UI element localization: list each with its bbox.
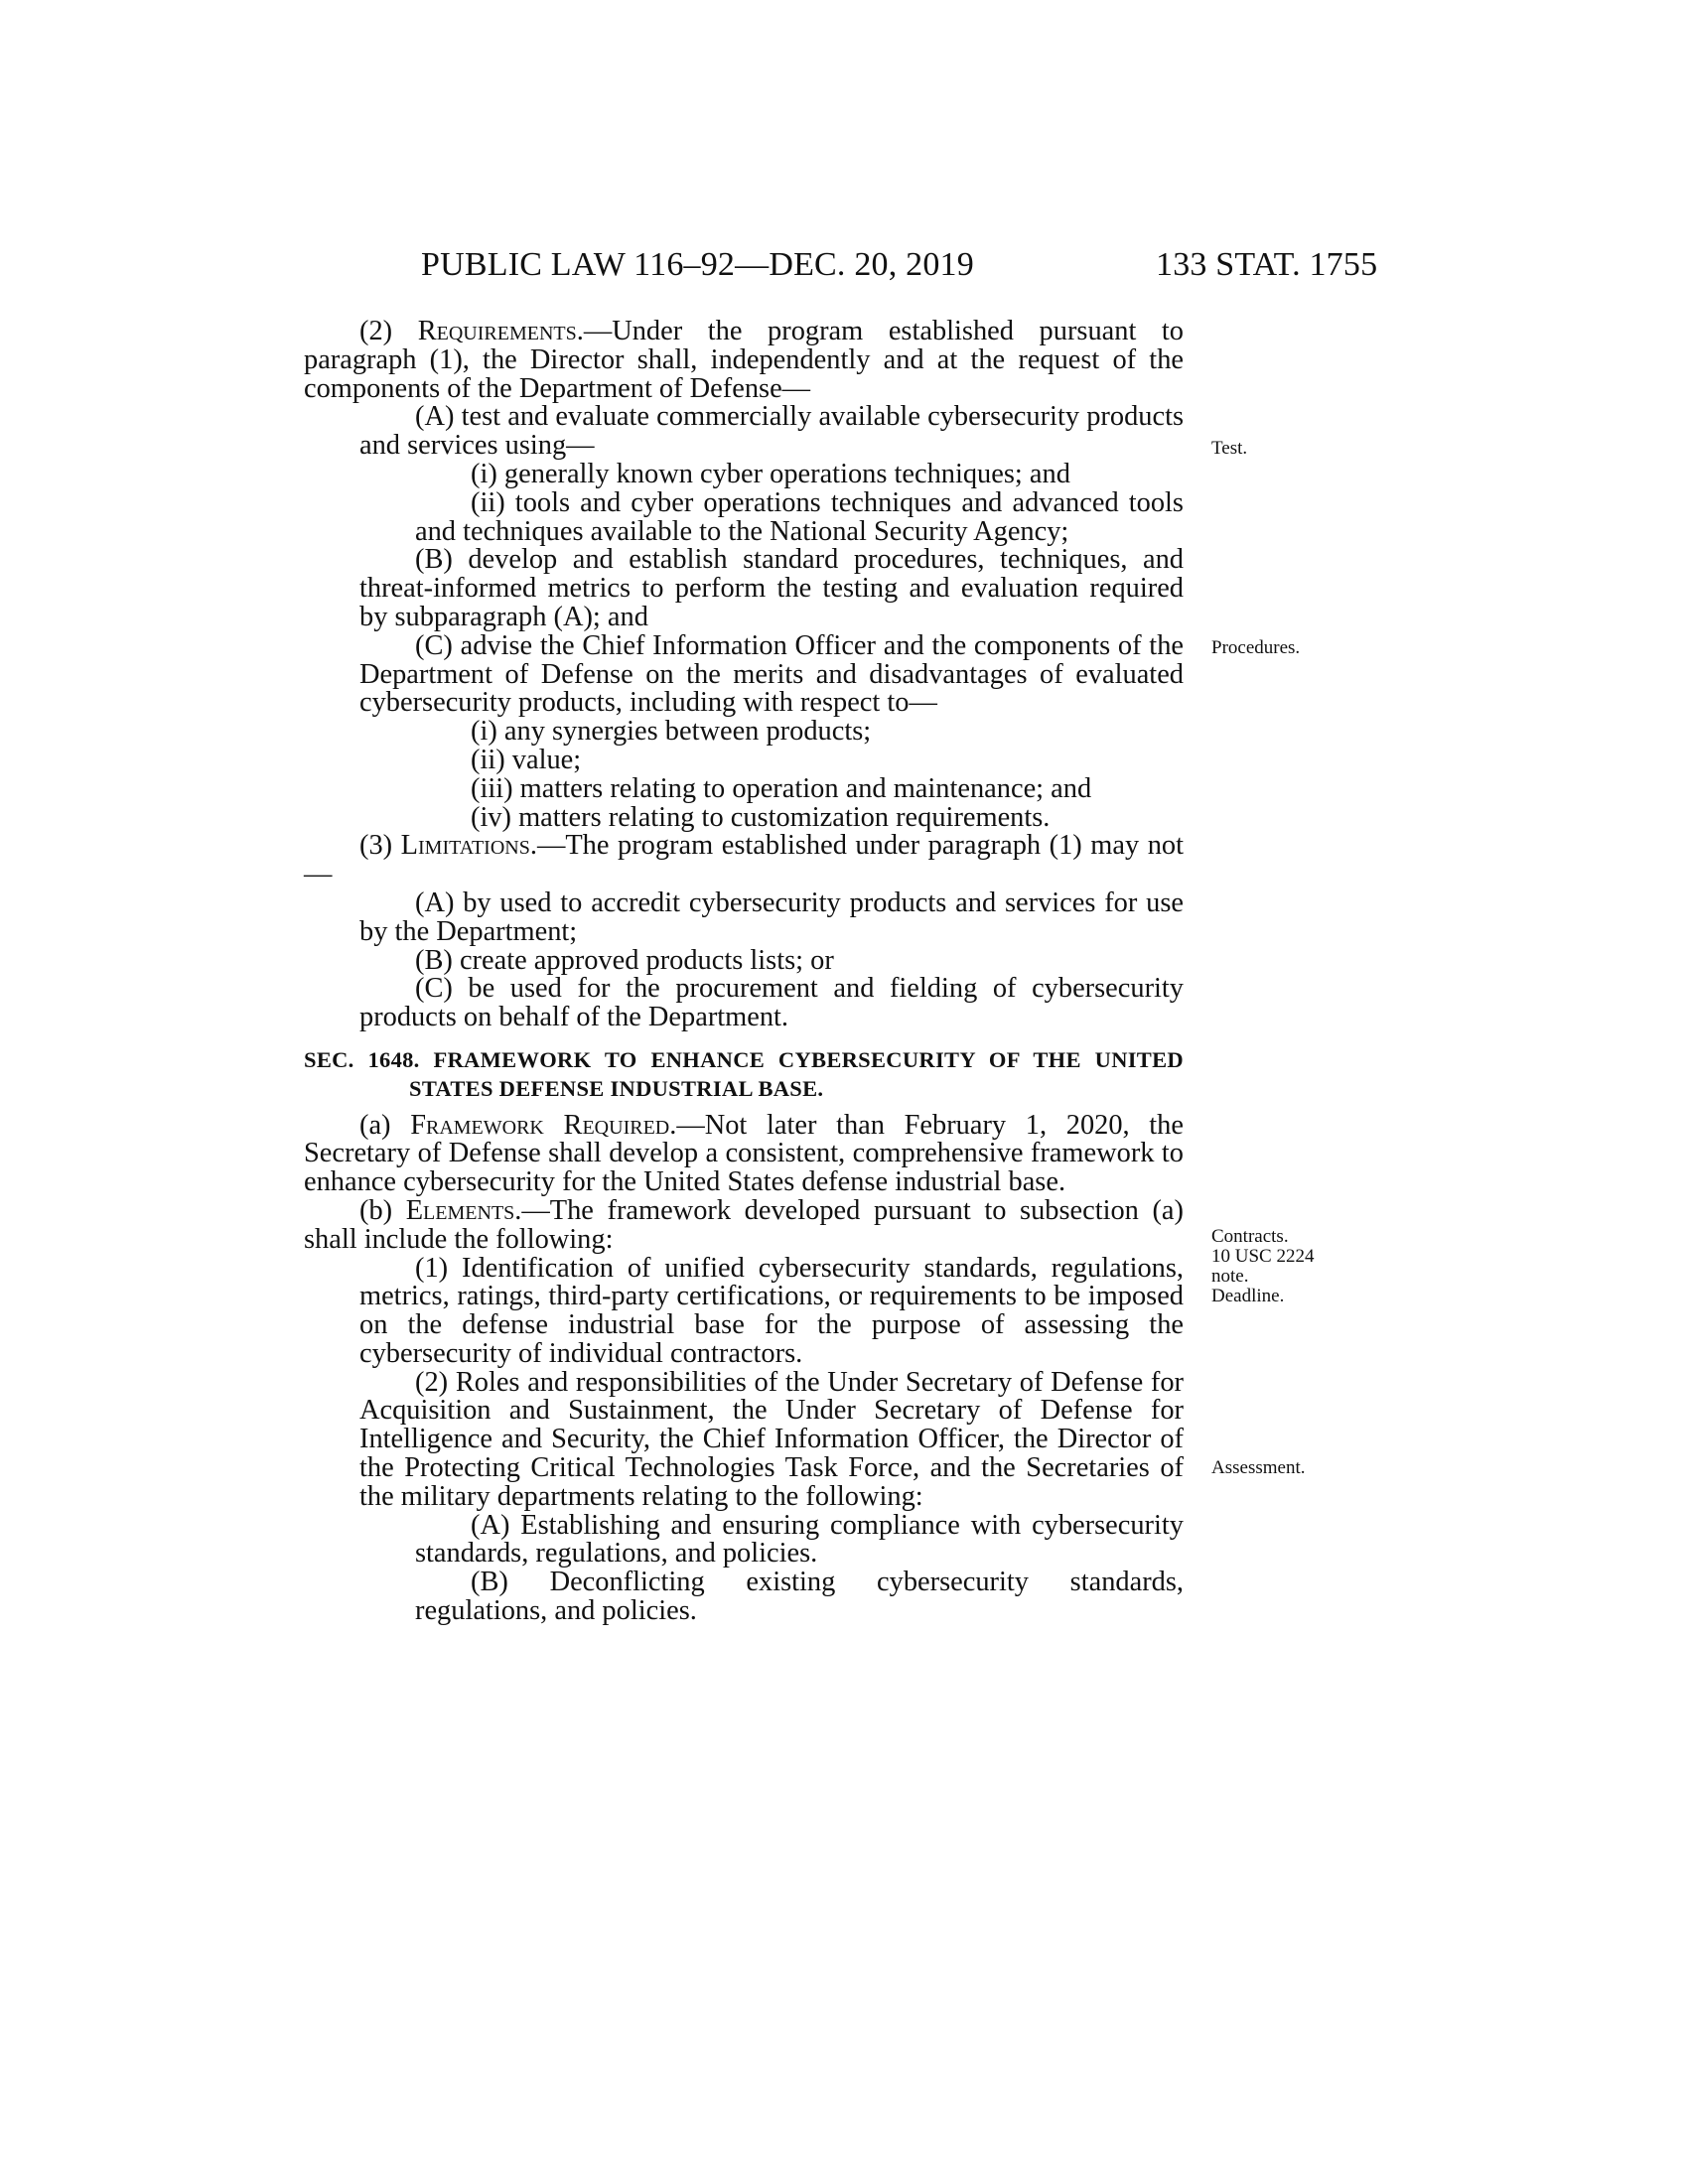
clause-2c-i: (i) any synergies between products; [471, 716, 872, 748]
subparagraph-2b: (B) develop and establish standard procedures, techniques, and threat-informed metrics to perform the testing and evaluation required by subparagraph (A); and [359, 544, 1184, 632]
subparagraph-3a: (A) by used to accredit cybersecurity products and services for use by the Department; [359, 887, 1184, 947]
margin-note-note: note. [1211, 1266, 1249, 1287]
section-title: FRAMEWORK TO ENHANCE CYBERSECURITY OF THE UNITED STATES DEFENSE INDUSTRIAL BASE. [409, 1046, 1184, 1101]
clause-2c-ii: (ii) value; [471, 744, 582, 775]
paragraph-2-requirements [304, 318, 1184, 403]
paragraph-text: .—The program established under paragraph (1) may not— [304, 830, 1184, 890]
margin-note-procedures: Procedures. [1211, 637, 1301, 658]
subsection-number: (a) [359, 1109, 411, 1141]
subparagraph-b2b: (B) Deconflicting existing cybersecurity standards, regulations, and policies. [415, 1567, 1184, 1627]
subsection-text: .—The framework developed pursuant to subsection (a) shall include the following: [304, 1194, 1184, 1255]
page-header [0, 246, 1688, 286]
running-head: PUBLIC LAW 116–92—DEC. 20, 2019 [421, 246, 974, 283]
clause-2a-ii: (ii) tools and cyber operations techniques and advanced tools and techniques available to the National Security Agency; [415, 486, 1184, 547]
section-number: SEC. 1648. [304, 1046, 420, 1072]
subparagraph-3c: (C) be used for the procurement and fielding of cybersecurity products on behalf of the Department. [359, 973, 1184, 1033]
margin-note-deadline: Deadline. [1211, 1286, 1285, 1306]
subsection-b [304, 1194, 1184, 1255]
statute-page-number: 133 STAT. 1755 [1156, 246, 1378, 283]
paragraph-number: (2) [359, 316, 418, 346]
margin-note-assessment: Assessment. [1211, 1457, 1306, 1478]
margin-note-test: Test. [1211, 438, 1248, 459]
subsection-heading: Elements [405, 1194, 515, 1226]
subsection-number: (b) [359, 1194, 406, 1226]
subsection-text: .—Not later than February 1, 2020, the Secretary of Defense shall develop a consistent, comprehensive framework to enhance cybersecurity for the United States defense industrial base. [304, 1109, 1184, 1198]
paragraph-b1: (1) Identification of unified cybersecurity standards, regulations, metrics, ratings, third-party certifications, or requirements to be imposed on the defense industrial base for the purpose of assessing the cybersecurity of individual contractors. [359, 1252, 1184, 1369]
section-heading [304, 1046, 1184, 1104]
paragraph-heading: Requirements [417, 316, 577, 346]
clause-2c-iv: (iv) matters relating to customization requirements. [471, 801, 1051, 833]
subsection-a [304, 1109, 1184, 1198]
paragraph-b2: (2) Roles and responsibilities of the Under Secretary of Defense for Acquisition and Sustainment, the Under Secretary of Defense for Intelligence and Security, the Chief Information Officer, the Director of the Protecting Critical Technologies Task Force, and the Secretaries of the military departments relating to the following: [359, 1366, 1184, 1512]
paragraph-heading: Limitations [400, 830, 530, 862]
margin-note-usc: 10 USC 2224 [1211, 1246, 1315, 1267]
clause-2c-iii: (iii) matters relating to operation and maintenance; and [471, 772, 1092, 804]
paragraph-3-limitations [304, 832, 1184, 889]
body-text [304, 318, 1184, 1626]
subsection-heading: Framework Required [410, 1109, 670, 1141]
subparagraph-2c: (C) advise the Chief Information Officer and the components of the Department of Defense on the merits and disadvantages of evaluated cybersecurity products, including with respect to— [359, 629, 1184, 719]
subparagraph-2a: (A) test and evaluate commercially available cybersecurity products and services using— [359, 401, 1184, 462]
paragraph-text: .—Under the program established pursuant to paragraph (1), the Director shall, independently and at the request of the components of the Department of Defense— [304, 316, 1185, 404]
subparagraph-b2a: (A) Establishing and ensuring compliance with cybersecurity standards, regulations, and policies. [415, 1509, 1184, 1570]
subparagraph-3b: (B) create approved products lists; or [415, 944, 834, 976]
paragraph-number: (3) [359, 830, 401, 862]
margin-note-contracts: Contracts. [1211, 1226, 1289, 1247]
clause-2a-i: (i) generally known cyber operations techniques; and [471, 458, 1070, 489]
